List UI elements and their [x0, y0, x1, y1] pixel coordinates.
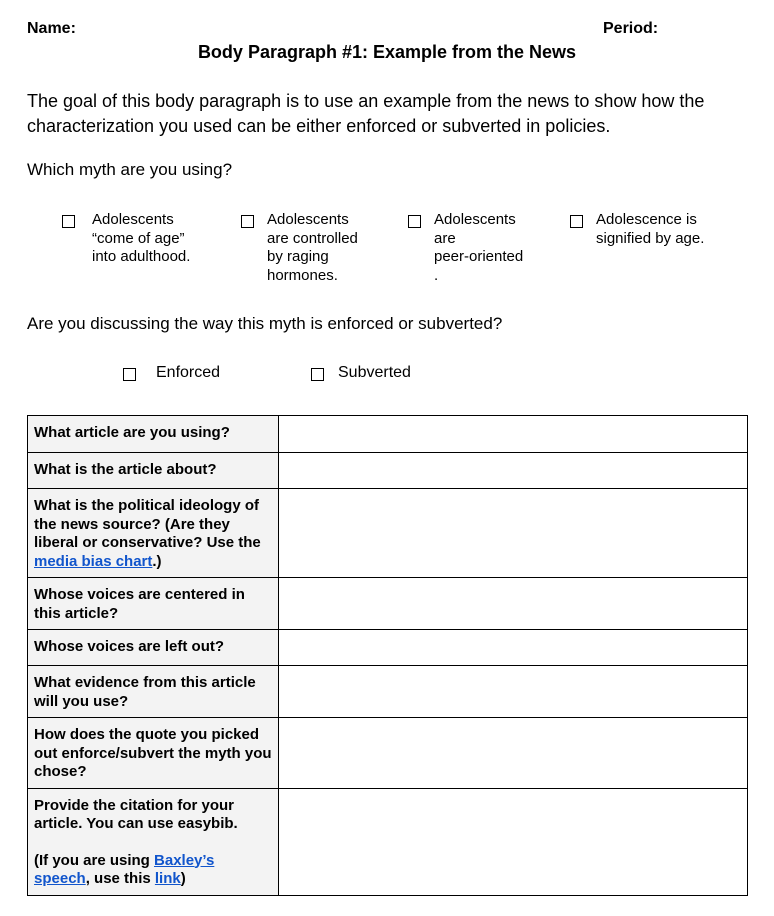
question-text: Provide the citation for your article. You can use easybib.: [34, 796, 238, 832]
checkbox[interactable]: [62, 215, 76, 229]
checkbox[interactable]: [570, 215, 584, 229]
citation-note: (If you are using Baxley’s speech, use this link): [34, 851, 215, 887]
question-cell: [28, 788, 279, 895]
answer-cell[interactable]: [279, 718, 748, 789]
question-text: What is the political ideology of the news source? (Are they liberal or conservative? Use the: [34, 497, 261, 551]
myth-option-label: Adolescents “come of age” into adulthood.: [92, 211, 191, 265]
myth-question: Which myth are you using?: [27, 160, 233, 179]
enforced-label: Enforced: [156, 364, 221, 381]
question-cell: What evidence from this article will you use?: [28, 666, 279, 718]
baxley-speech-link[interactable]: Baxley’s speech: [34, 851, 215, 887]
answer-cell[interactable]: [279, 630, 748, 666]
page-title: Body Paragraph #1: Example from the News: [197, 42, 577, 62]
answer-cell[interactable]: [279, 578, 748, 630]
table-row: [28, 718, 748, 789]
checkbox[interactable]: [408, 215, 422, 229]
table-row: [28, 666, 748, 718]
intro-paragraph: The goal of this body paragraph is to use an example from the news to show how the characterization you used can be either enforced or subverted in policies.: [27, 91, 705, 136]
question-cell: What article are you using?: [28, 416, 279, 453]
answer-cell[interactable]: [279, 788, 748, 895]
checkbox[interactable]: [123, 368, 137, 382]
checkbox[interactable]: [311, 368, 325, 382]
myth-option-label: Adolescents are peer-oriented .: [434, 211, 524, 284]
answer-cell[interactable]: [279, 666, 748, 718]
table-row: [28, 489, 748, 578]
name-label: Name:: [27, 20, 76, 37]
answer-cell[interactable]: [279, 416, 748, 453]
table-row: [28, 788, 748, 895]
table-row: [28, 630, 748, 666]
period-label: Period:: [603, 20, 659, 37]
table-row: [28, 453, 748, 489]
questions-table: [27, 415, 748, 896]
myth-option-label: Adolescents are controlled by raging hormones.: [267, 211, 358, 284]
question-cell: Whose voices are centered in this article?: [28, 578, 279, 630]
question-text-end: .): [152, 552, 162, 570]
question-cell: How does the quote you picked out enforce/subvert the myth you chose?: [28, 718, 279, 789]
question-cell: Whose voices are left out?: [28, 630, 279, 666]
question-cell: What is the article about?: [28, 453, 279, 489]
discuss-question: Are you discussing the way this myth is enforced or subverted?: [27, 314, 503, 333]
table-row: [28, 416, 748, 453]
checkbox[interactable]: [241, 215, 255, 229]
answer-cell[interactable]: [279, 489, 748, 578]
citation-link[interactable]: link: [154, 870, 181, 887]
question-cell: [28, 489, 279, 578]
answer-cell[interactable]: [279, 453, 748, 489]
table-row: [28, 578, 748, 630]
subverted-label: Subverted: [338, 364, 411, 381]
myth-option-label: Adolescence is signified by age.: [596, 211, 705, 247]
media-bias-chart-link[interactable]: media bias chart: [34, 552, 153, 570]
